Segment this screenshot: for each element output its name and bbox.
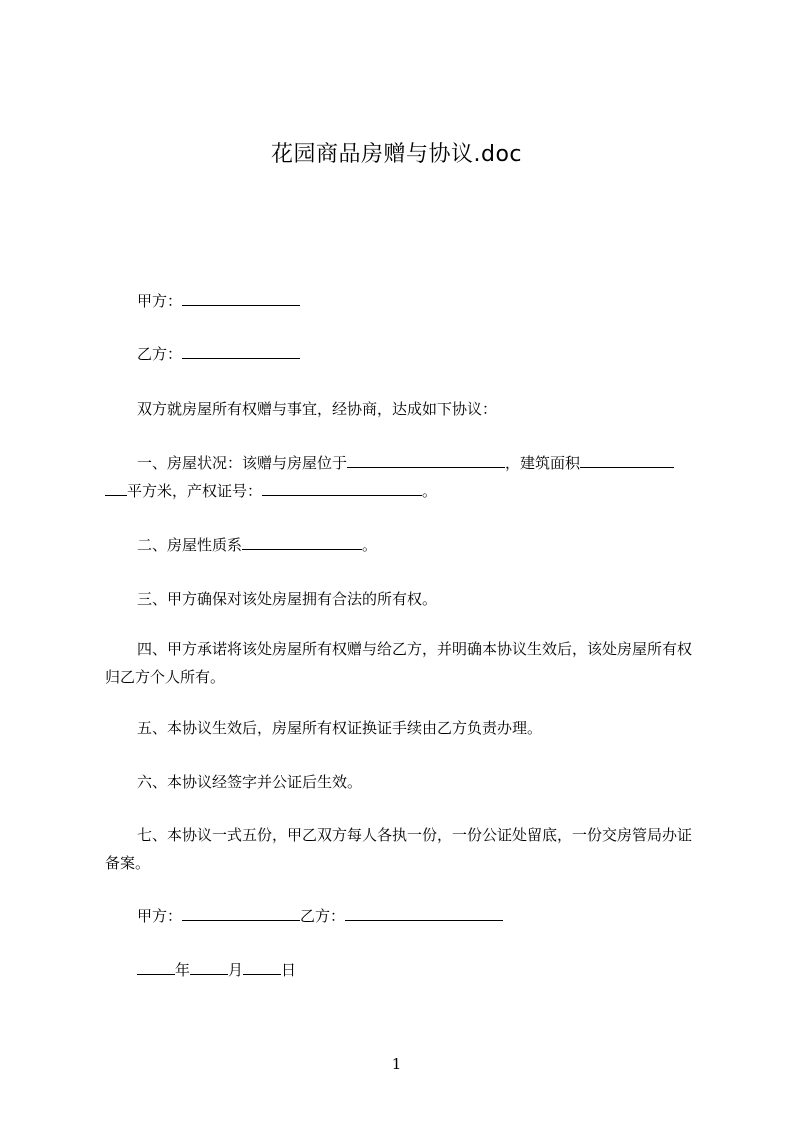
clause-1-text-b: ，建筑面积 <box>505 454 581 472</box>
party-a-line <box>105 287 737 315</box>
clause-3-text: 三、甲方确保对该处房屋拥有合法的所有权。 <box>137 590 438 608</box>
sign-b-blank <box>345 905 503 921</box>
party-a-blank <box>182 290 300 306</box>
clause-1-cert-blank <box>262 480 422 496</box>
clause-1-area-blank-1 <box>580 452 674 468</box>
year-blank <box>137 959 175 975</box>
sign-b-label: 乙方： <box>300 907 346 925</box>
clause-2-blank <box>242 534 362 550</box>
date-day-label: 日 <box>281 961 297 979</box>
page-number: 1 <box>391 1055 402 1073</box>
clause-1-line-2 <box>105 477 705 505</box>
date-month-label: 月 <box>228 961 244 979</box>
clause-2-text-a: 二、房屋性质系 <box>137 536 243 554</box>
signature-line <box>105 902 737 930</box>
party-a-label: 甲方： <box>137 292 183 310</box>
clause-1-text-d: 。 <box>422 482 438 500</box>
clause-1-location-blank <box>347 452 505 468</box>
clause-1-text-c: 平方米，产权证号： <box>127 482 263 500</box>
document-title: 花园商品房赠与协议.doc <box>270 142 522 167</box>
clause-3 <box>105 585 737 613</box>
clause-6 <box>105 768 737 796</box>
day-blank <box>243 959 281 975</box>
sign-a-label: 甲方： <box>137 907 183 925</box>
clause-5-text: 五、本协议生效后，房屋所有权证换证手续由乙方负责办理。 <box>137 719 543 737</box>
intro-paragraph <box>105 395 737 423</box>
clause-2 <box>105 531 737 559</box>
intro-text: 双方就房屋所有权赠与事宜，经协商，达成如下协议： <box>137 400 498 418</box>
clause-1-area-blank-2 <box>105 480 127 496</box>
party-b-line <box>105 340 737 368</box>
month-blank <box>190 959 228 975</box>
date-year-label: 年 <box>175 961 191 979</box>
clause-5 <box>105 714 737 742</box>
clause-1-line-1 <box>105 449 737 477</box>
clause-7: 七、本协议一式五份，甲乙双方每人各执一份，一份公证处留底，一份交房管局办证备案。 <box>105 826 693 872</box>
clause-6-text: 六、本协议经签字并公证后生效。 <box>137 773 363 791</box>
clause-4: 四、甲方承诺将该处房屋所有权赠与给乙方，并明确本协议生效后，该处房屋所有权归乙方个人所有。 <box>105 640 693 686</box>
party-b-label: 乙方： <box>137 345 183 363</box>
party-b-blank <box>182 343 300 359</box>
clause-2-text-b: 。 <box>362 536 378 554</box>
date-line <box>105 956 737 984</box>
clause-1-text-a: 一、房屋状况：该赠与房屋位于 <box>137 454 348 472</box>
sign-a-blank <box>182 905 300 921</box>
